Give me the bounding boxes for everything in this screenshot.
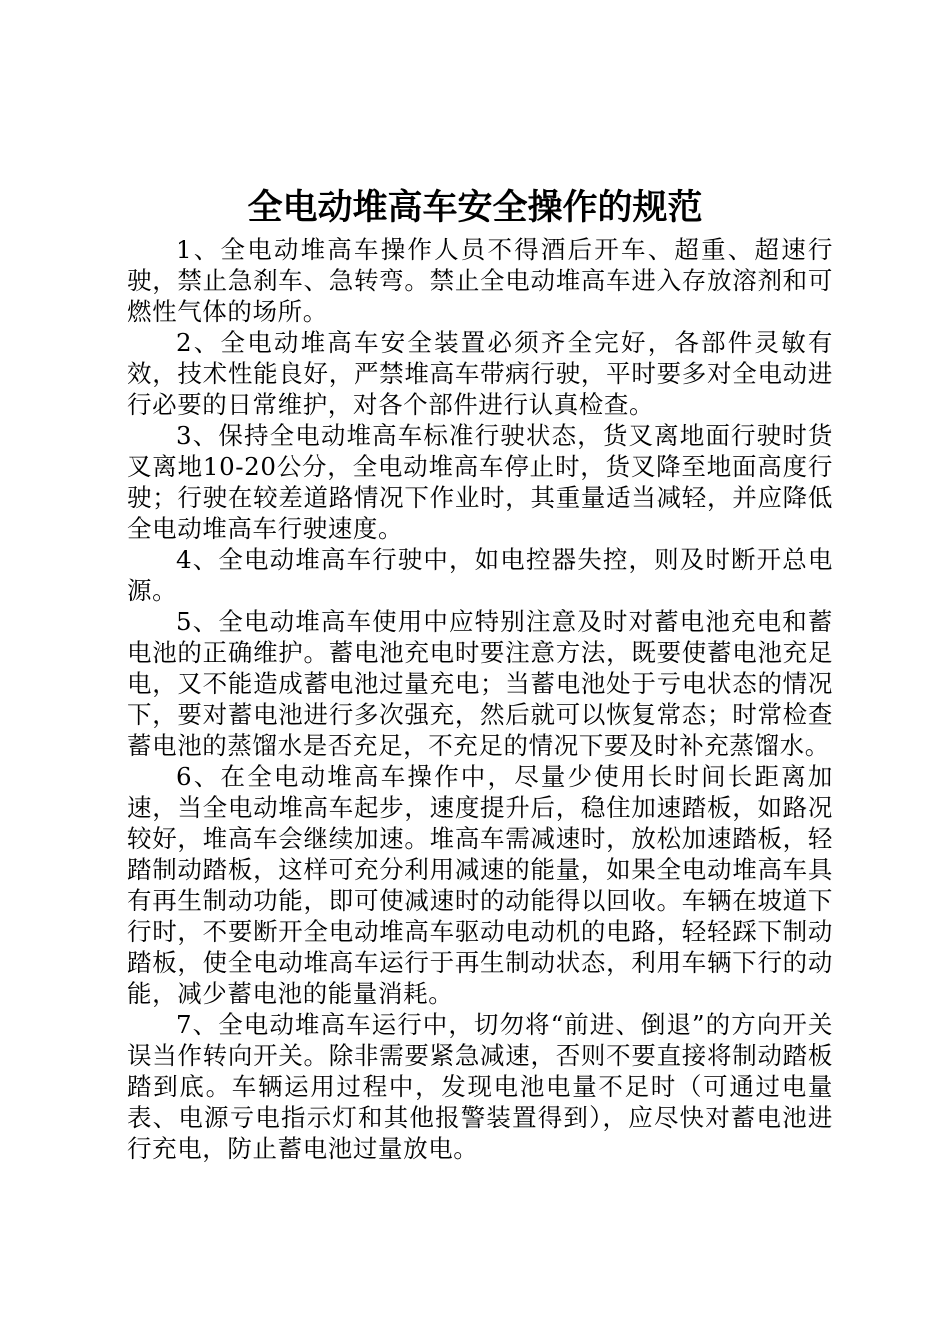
paragraph-1: 1、全电动堆高车操作人员不得酒后开车、超重、超速行驶，禁止急刹车、急转弯。禁止全电动堆高车进入存放溶剂和可燃性气体的场所。 — [127, 235, 833, 326]
paragraph-3: 3、保持全电动堆高车标准行驶状态，货叉离地面行驶时货叉离地10-20公分，全电动堆高车停止时，货叉降至地面高度行驶；行驶在较差道路情况下作业时，其重量适当减轻，并应降低全电动堆高车行驶速度。 — [127, 421, 833, 543]
paragraph-7: 7、全电动堆高车运行中，切勿将“前进、倒退”的方向开关误当作转向开关。除非需要紧急减速，否则不要直接将制动踏板踏到底。车辆运用过程中，发现电池电量不足时（可通过电量表、电源亏电指示灯和其他报警装置得到），应尽快对蓄电池进行充电，防止蓄电池过量放电。 — [127, 1010, 833, 1163]
paragraph-6: 6、在全电动堆高车操作中，尽量少使用长时间长距离加速，当全电动堆高车起步，速度提升后，稳住加速踏板，如路况较好，堆高车会继续加速。堆高车需减速时，放松加速踏板，轻踏制动踏板，这样可充分利用减速的能量，如果全电动堆高车具有再生制动功能，即可使减速时的动能得以回收。车辆在坡道下行时，不要断开全电动堆高车驱动电动机的电路，轻轻踩下制动踏板，使全电动堆高车运行于再生制动状态，利用车辆下行的动能，减少蓄电池的能量消耗。 — [127, 762, 833, 1008]
document-title: 全电动堆高车安全操作的规范 — [247, 187, 703, 228]
paragraph-4: 4、全电动堆高车行驶中，如电控器失控，则及时断开总电源。 — [127, 545, 833, 605]
paragraph-2: 2、全电动堆高车安全装置必须齐全完好，各部件灵敏有效，技术性能良好，严禁堆高车带病行驶，平时要多对全电动进行必要的日常维护，对各个部件进行认真检查。 — [127, 328, 833, 419]
document-body — [127, 234, 833, 1164]
paragraph-5: 5、全电动堆高车使用中应特别注意及时对蓄电池充电和蓄电池的正确维护。蓄电池充电时要注意方法，既要使蓄电池充足电，又不能造成蓄电池过量充电；当蓄电池处于亏电状态的情况下，要对蓄电池进行多次强充，然后就可以恢复常态；时常检查蓄电池的蒸馏水是否充足，不充足的情况下要及时补充蒸馏水。 — [127, 607, 833, 760]
